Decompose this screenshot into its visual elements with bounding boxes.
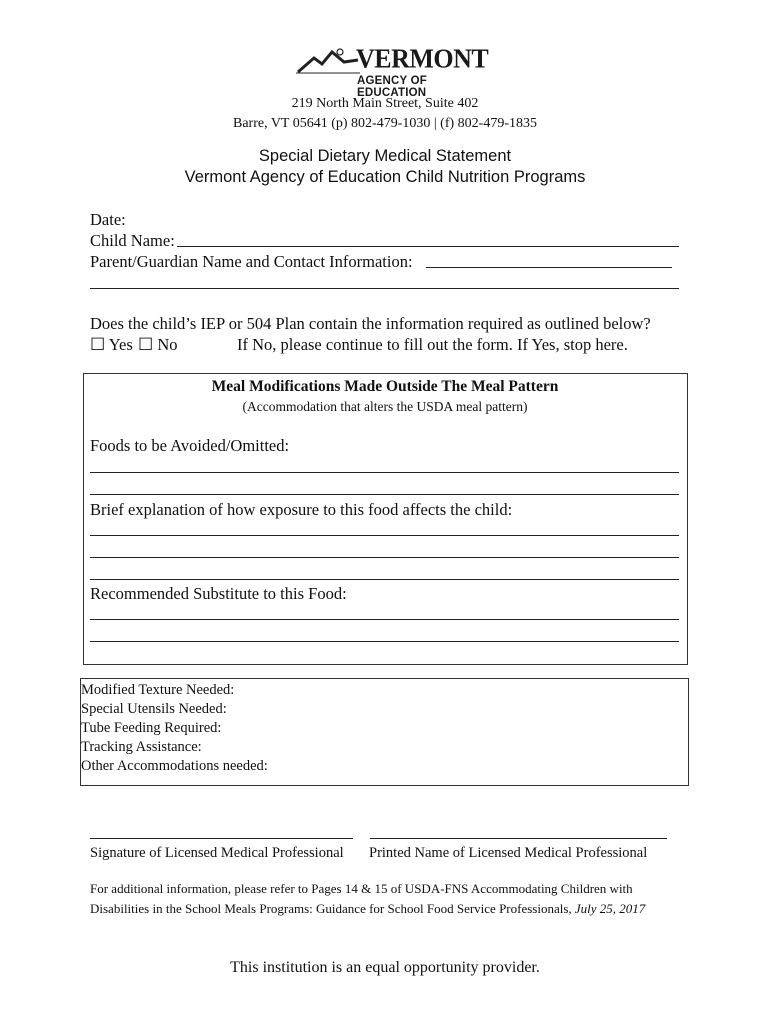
modified-texture-label: Modified Texture Needed: — [81, 682, 235, 698]
substitute-label: Recommended Substitute to this Food: — [90, 584, 347, 603]
reference-note-line-2 — [90, 899, 645, 919]
exposure-line-2[interactable] — [90, 557, 679, 558]
exposure-line-3[interactable] — [90, 579, 679, 580]
iep-instruction: If No, please continue to fill out the form. If Yes, stop here. — [237, 335, 628, 354]
parent-guardian-field-line2[interactable] — [90, 288, 679, 289]
address-line-1: 219 North Main Street, Suite 402 — [291, 96, 479, 111]
tracking-assistance-label: Tracking Assistance: — [81, 739, 202, 755]
foods-avoided-label: Foods to be Avoided/Omitted: — [90, 436, 290, 455]
exposure-line-1[interactable] — [90, 535, 679, 536]
logo-subtitle: AGENCY OF EDUCATION — [357, 75, 427, 99]
logo-wordmark: VERMONT — [356, 43, 489, 74]
meal-modifications-heading: Meal Modifications Made Outside The Meal Pattern — [211, 378, 559, 395]
foods-avoided-line-1[interactable] — [90, 472, 679, 473]
form-subtitle: Vermont Agency of Education Child Nutrition Programs — [184, 168, 586, 186]
yes-checkbox[interactable]: ☐ — [90, 335, 106, 354]
exposure-explanation-label: Brief explanation of how exposure to this food affects the child: — [90, 500, 513, 519]
substitute-line-1[interactable] — [90, 619, 679, 620]
iep-yes-option[interactable] — [90, 335, 133, 355]
vermont-aoe-logo — [296, 43, 489, 99]
foods-avoided-line-2[interactable] — [90, 494, 679, 495]
meal-modifications-subheading: (Accommodation that alters the USDA meal pattern) — [242, 399, 528, 414]
reference-note-date: July 25, 2017 — [574, 901, 646, 916]
form-title: Special Dietary Medical Statement — [258, 147, 512, 165]
date-label: Date: — [90, 210, 126, 229]
child-name-field[interactable] — [177, 246, 679, 247]
printed-name-line[interactable] — [370, 838, 667, 839]
child-name-label: Child Name: — [90, 231, 175, 250]
printed-name-label: Printed Name of Licensed Medical Professional — [369, 845, 648, 861]
equal-opportunity-statement: This institution is an equal opportunity provider. — [230, 959, 540, 976]
address-line-2: Barre, VT 05641 (p) 802-479-1030 | (f) 802-479-1835 — [232, 116, 537, 131]
yes-label: Yes — [108, 335, 133, 354]
other-accommodations-label: Other Accommodations needed: — [81, 758, 268, 774]
parent-guardian-field[interactable] — [426, 267, 672, 268]
reference-note-text: Disabilities in the School Meals Programs: Guidance for School Food Service Professionals, — [90, 901, 572, 916]
tube-feeding-label: Tube Feeding Required: — [81, 720, 222, 736]
no-label: No — [157, 335, 178, 354]
reference-note-line-1: For additional information, please refer to Pages 14 & 15 of USDA-FNS Accommodating Children with — [90, 881, 633, 896]
no-checkbox[interactable]: ☐ — [138, 335, 154, 354]
iep-no-option[interactable] — [138, 335, 178, 355]
mountain-logo-icon — [296, 46, 360, 76]
parent-guardian-label: Parent/Guardian Name and Contact Information: — [90, 252, 413, 271]
signature-label: Signature of Licensed Medical Professional — [90, 845, 344, 861]
signature-line[interactable] — [90, 838, 353, 839]
special-utensils-label: Special Utensils Needed: — [81, 701, 227, 717]
substitute-line-2[interactable] — [90, 641, 679, 642]
iep-question: Does the child’s IEP or 504 Plan contain the information required as outlined below? — [90, 314, 651, 333]
